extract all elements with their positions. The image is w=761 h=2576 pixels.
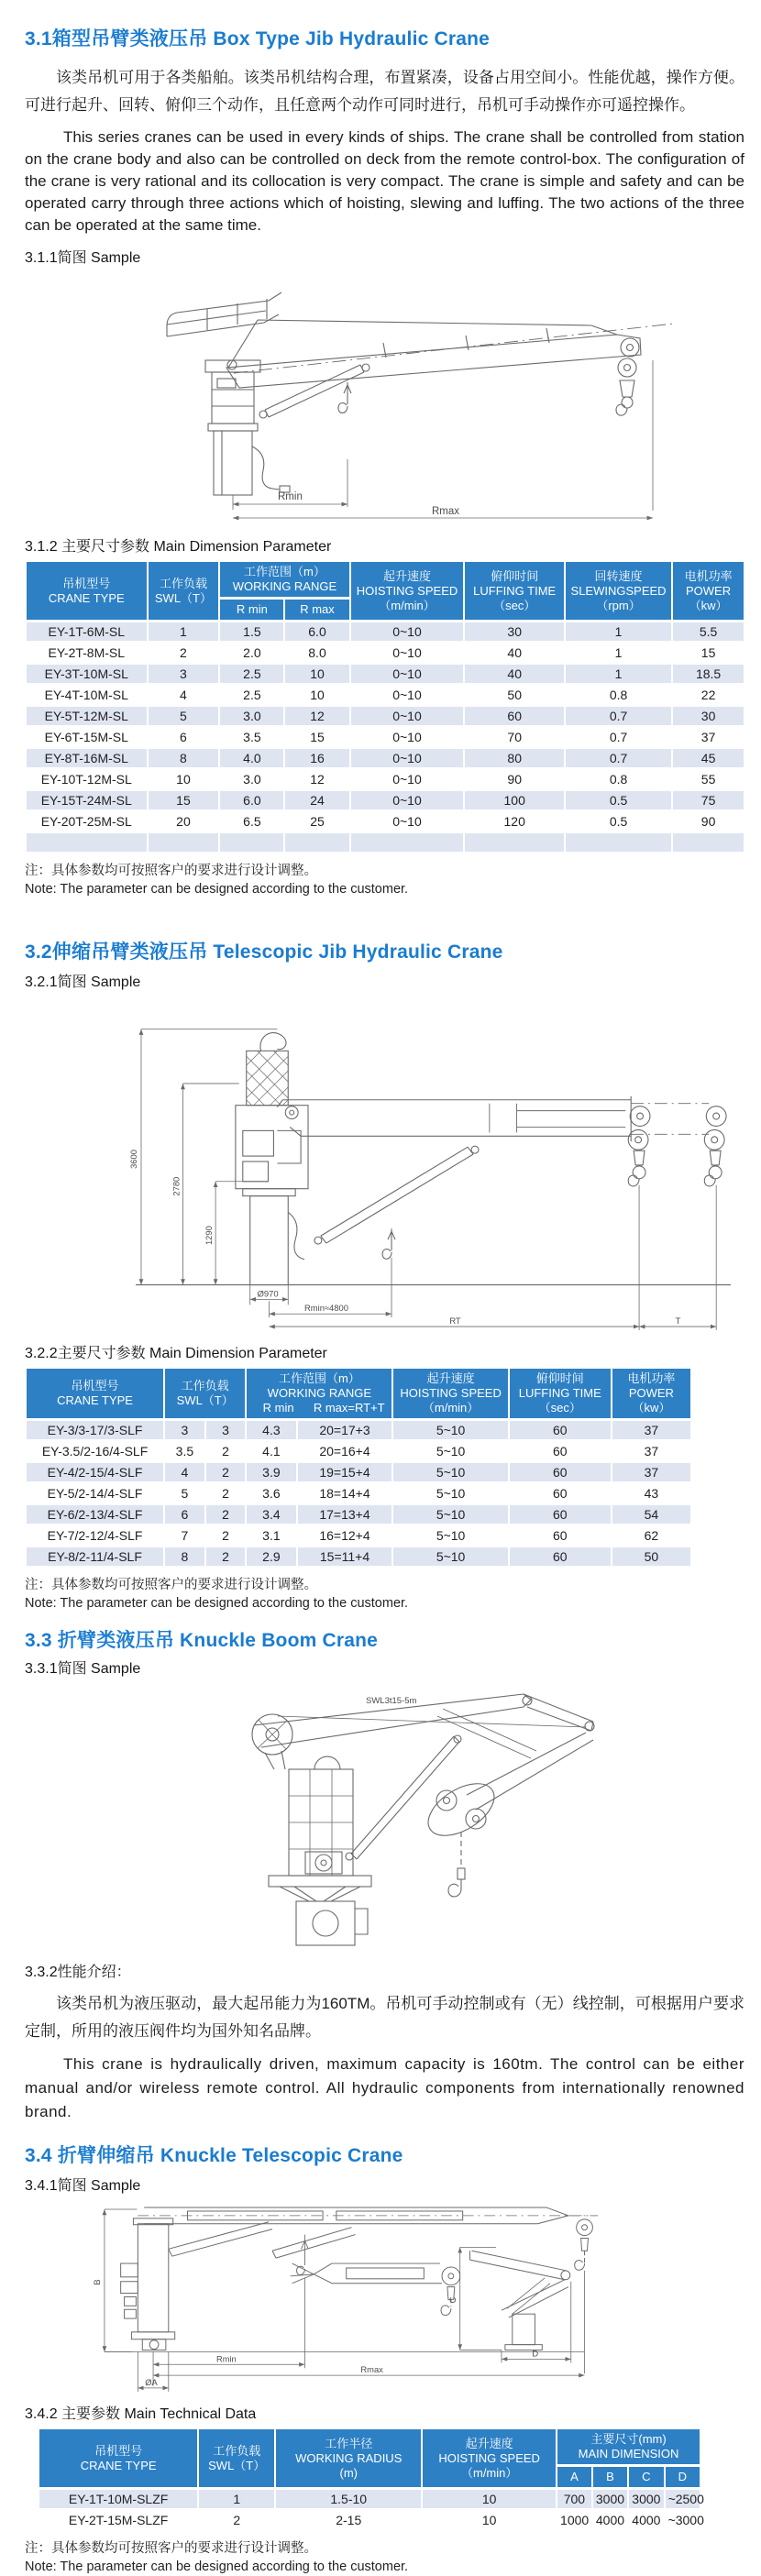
table-cell: 20 — [149, 812, 219, 831]
table-row — [39, 2490, 700, 2508]
luffing-cylinder — [314, 1146, 479, 1244]
table-cell — [673, 833, 744, 852]
sample-label-3-3-1: 3.3.1简图 Sample — [25, 1661, 141, 1677]
table-cell: 3 — [149, 665, 219, 683]
table-cell: 1 — [199, 2490, 274, 2508]
table-cell: 0.5 — [566, 791, 671, 809]
table-row — [39, 2511, 700, 2529]
col-header-working-radius: 工作半径 WORKING RADIUS (m) — [276, 2429, 421, 2487]
paragraph-en-3-3: This crane is hydraulically driven, maximum capacity is 160tm. The control can be either manual and/or wireless remote control. All hydraulic components from internationally renowned brand. — [25, 2055, 744, 2120]
col-header-hoisting-speed: 起升速度 HOISTING SPEED （m/min） — [351, 562, 464, 620]
boom-head-sheaves — [618, 338, 639, 377]
table-row — [27, 728, 744, 746]
dimension-label-rmax: Rmax — [360, 2365, 383, 2375]
extended-hook-icon — [575, 2219, 593, 2271]
table-row — [27, 1421, 690, 1439]
table-cell: 80 — [465, 749, 564, 767]
table-cell: 10 — [423, 2490, 556, 2508]
table-telescopic-parameters — [25, 1366, 692, 1569]
folded-unit — [470, 2251, 570, 2350]
section-box-type-jib-crane — [25, 24, 744, 898]
table-cell: 0~10 — [351, 665, 464, 683]
table-cell: 1.5 — [220, 622, 283, 641]
dimension-label-1290: 1290 — [204, 1226, 215, 1246]
luffing-cylinder — [259, 364, 369, 418]
col-header-dim-a: A — [557, 2467, 591, 2487]
table-cell: 5~10 — [393, 1484, 507, 1503]
table-cell: EY-4/2-15/4-SLF — [27, 1463, 163, 1481]
table-cell: 50 — [465, 686, 564, 704]
hook-icon — [616, 380, 634, 415]
table-cell: ~3000 — [666, 2511, 700, 2529]
dimension-label-rt: RT — [449, 1316, 461, 1327]
table-cell: EY-10T-12M-SL — [27, 770, 147, 788]
table-cell: 37 — [612, 1442, 690, 1460]
tower — [289, 1756, 353, 1876]
table-cell: 5~10 — [393, 1421, 507, 1439]
table-row — [27, 1484, 690, 1503]
col-header-dim-d: D — [666, 2467, 700, 2487]
table-cell: 5~10 — [393, 1442, 507, 1460]
paragraph-cn-3-3: 该类吊机为液压驱动，最大起吊能力为160TM。吊机可手动控制或有（无）线控制，可根据用户要求定制，所用的液压阀件均为国外知名品牌。 — [25, 1995, 744, 2040]
table-cell: 8 — [149, 749, 219, 767]
dimension-lines — [105, 2209, 585, 2392]
note-en: Note: The parameter can be designed according to the customer. — [25, 2559, 409, 2574]
dimension-label-2780: 2780 — [171, 1176, 182, 1196]
table-cell: 2 — [206, 1463, 246, 1481]
table-cell: 2 — [199, 2511, 274, 2529]
table-box-jib-parameters — [25, 559, 745, 854]
table-cell: 0.7 — [566, 749, 671, 767]
table-cell: 30 — [673, 707, 744, 725]
col-header-hoisting-speed: 起升速度 HOISTING SPEED （m/min） — [393, 1369, 507, 1418]
table-cell: 3 — [165, 1421, 204, 1439]
table-cell: 0.5 — [566, 812, 671, 831]
dimension-label-dia970: Ø970 — [257, 1288, 279, 1299]
table-cell: 6.0 — [285, 622, 348, 641]
table-row — [27, 812, 744, 831]
col-header-slewing-speed: 回转速度 SLEWINGSPEED （rpm） — [566, 562, 671, 620]
table-label-3-2-2: 3.2.2主要尺寸参数 Main Dimension Parameter — [25, 1346, 327, 1361]
table-cell: 37 — [673, 728, 744, 746]
mid-boom — [291, 2263, 460, 2316]
table-cell: 15 — [673, 644, 744, 662]
table-cell — [465, 833, 564, 852]
section-knuckle-telescopic-crane — [25, 2141, 744, 2576]
drawing-knuckle-telescopic-crane — [25, 2198, 744, 2393]
table-cell: 2 — [206, 1505, 246, 1524]
col-header-power: 电机功率 POWER （kw） — [673, 562, 744, 620]
table-cell: EY-15T-24M-SL — [27, 791, 147, 809]
box-jib-crane-drawing — [76, 270, 718, 525]
paragraph-cn-3-1: 该类吊机可用于各类船舶。该类吊机结构合理，布置紧凑，设备占用空间小。性能优越，操作方便。可进行起升、回转、俯仰三个动作，且任意两个动作可同时进行，吊机可手动操作亦可遥控操作。 — [25, 69, 744, 114]
table-cell: 0~10 — [351, 728, 464, 746]
col-header-swl: 工作负载 SWL（T） — [199, 2429, 274, 2487]
col-header-luffing-time: 俯仰时间 LUFFING TIME （sec） — [510, 1369, 611, 1418]
table-cell: 4000 — [593, 2511, 627, 2529]
hook-icon — [448, 1832, 465, 1897]
table-cell: EY-7/2-12/4-SLF — [27, 1526, 163, 1545]
knuckle-boom-crane-drawing — [135, 1681, 648, 1947]
table-cell: 4 — [149, 686, 219, 704]
sample-label-3-1-1: 3.1.1简图 Sample — [25, 250, 141, 266]
table-row — [27, 749, 744, 767]
dimension-label-c: C — [447, 2296, 458, 2304]
table-cell — [566, 833, 671, 852]
table-cell: 12 — [285, 770, 348, 788]
table-cell: 2.9 — [247, 1547, 295, 1566]
col-header-swl: 工作负载 SWL（T） — [149, 562, 219, 620]
col-header-rmin: R min — [220, 600, 283, 620]
table-cell: 15 — [285, 728, 348, 746]
col-header-crane-type: 吊机型号 CRANE TYPE — [39, 2429, 197, 2487]
table-cell: 3.0 — [220, 707, 283, 725]
table-cell: 0~10 — [351, 770, 464, 788]
table-cell: 10 — [285, 686, 348, 704]
table-label-3-1-2: 3.1.2 主要尺寸参数 Main Dimension Parameter — [25, 539, 332, 555]
table-cell: 37 — [612, 1421, 690, 1439]
table-cell: 60 — [510, 1442, 611, 1460]
table-cell: 5 — [149, 707, 219, 725]
table-cell: 3.6 — [247, 1484, 295, 1503]
table-cell: EY-8T-16M-SL — [27, 749, 147, 767]
table-cell — [27, 833, 147, 852]
table-cell: 10 — [149, 770, 219, 788]
boom-swl-label: SWL3t15-5m — [366, 1696, 417, 1706]
dimension-label-rmax: Rmax — [432, 506, 460, 517]
table-cell: EY-6/2-13/4-SLF — [27, 1505, 163, 1524]
stowed-hook-icon — [260, 1033, 286, 1051]
table-row — [27, 665, 744, 683]
table-cell: 7 — [165, 1526, 204, 1545]
knuckle-telescopic-crane-drawing — [43, 2198, 729, 2393]
table-cell: 60 — [510, 1547, 611, 1566]
remote-cable — [252, 446, 290, 492]
table-cell: EY-2T-15M-SLZF — [39, 2511, 197, 2529]
table-cell: EY-8/2-11/4-SLF — [27, 1547, 163, 1566]
table-cell: EY-3T-10M-SL — [27, 665, 147, 683]
table-cell: 2.5 — [220, 665, 283, 683]
table-cell: 5~10 — [393, 1547, 507, 1566]
table-cell: 60 — [465, 707, 564, 725]
table-row — [27, 622, 744, 641]
col-header-dim-c: C — [629, 2467, 663, 2487]
table-cell: 2 — [149, 644, 219, 662]
table-cell: 100 — [465, 791, 564, 809]
table-cell: 75 — [673, 791, 744, 809]
table-row — [27, 1463, 690, 1481]
table-cell: 2 — [206, 1547, 246, 1566]
dimension-label-rmin: Rmin — [215, 2354, 237, 2364]
table-cell: 2 — [206, 1442, 246, 1460]
table-cell: 3 — [206, 1421, 246, 1439]
table-cell: 1000 — [557, 2511, 591, 2529]
table-cell: 37 — [612, 1463, 690, 1481]
section-heading-3-4: 3.4 折臂伸缩吊 Knuckle Telescopic Crane — [25, 2145, 403, 2166]
table-cell: 2 — [206, 1526, 246, 1545]
table-cell: 10 — [285, 665, 348, 683]
table-cell: 45 — [673, 749, 744, 767]
table-cell: 43 — [612, 1484, 690, 1503]
col-header-rmax-rt-t: R max=RT+T — [313, 1401, 385, 1415]
table-cell: 22 — [673, 686, 744, 704]
table-row — [27, 1526, 690, 1545]
table-cell: 3.4 — [247, 1505, 295, 1524]
pedestal-base — [269, 1876, 371, 1945]
table-cell: 5~10 — [393, 1505, 507, 1524]
table-cell: 4000 — [629, 2511, 663, 2529]
drawing-box-jib-crane — [25, 270, 744, 525]
table-cell: 54 — [612, 1505, 690, 1524]
sample-label-3-4-1: 3.4.1简图 Sample — [25, 2178, 141, 2194]
table-row — [27, 1505, 690, 1524]
table-cell: 0.7 — [566, 707, 671, 725]
note-cn: 注：具体参数均可按照客户的要求进行设计调整。 — [25, 1578, 317, 1592]
table-cell: 1 — [566, 622, 671, 641]
table-cell: EY-1T-10M-SLZF — [39, 2490, 197, 2508]
table-cell: 60 — [510, 1421, 611, 1439]
table-cell: 6.0 — [220, 791, 283, 809]
table-cell: 5~10 — [393, 1463, 507, 1481]
col-header-main-dimension: 主要尺寸(mm) MAIN DIMENSION — [557, 2429, 700, 2464]
col-header-working-range: 工作范围（m） WORKING RANGE R min R max=RT+T — [247, 1369, 392, 1418]
pedestal — [236, 1106, 308, 1285]
dimension-label-t: T — [675, 1316, 681, 1327]
table-cell: 1.5-10 — [276, 2490, 421, 2508]
table-cell: 3.1 — [247, 1526, 295, 1545]
dimension-label-3600: 3600 — [128, 1150, 139, 1169]
table-cell: 0.7 — [566, 728, 671, 746]
table-cell: 700 — [557, 2490, 591, 2508]
table-cell: 0~10 — [351, 622, 464, 641]
note-cn: 注：具体参数均可按照客户的要求进行设计调整。 — [25, 2541, 317, 2556]
perf-label-3-3-2: 3.3.2性能介绍： — [25, 1965, 131, 1980]
drawing-telescopic-jib-crane — [25, 995, 744, 1332]
table-label-3-4-2: 3.4.2 主要参数 Main Technical Data — [25, 2406, 257, 2422]
table-cell: 6 — [149, 728, 219, 746]
table-cell: 3000 — [593, 2490, 627, 2508]
table-cell: 40 — [465, 644, 564, 662]
dimension-label-dia-a: ØA — [145, 2377, 158, 2387]
note-en: Note: The parameter can be designed according to the customer. — [25, 1596, 409, 1611]
table-cell: 0~10 — [351, 686, 464, 704]
section-telescopic-jib-crane — [25, 937, 744, 1613]
col-header-crane-type: 吊机型号 CRANE TYPE — [27, 562, 147, 620]
table-cell: 0~10 — [351, 791, 464, 809]
column — [121, 2218, 175, 2350]
table-cell: 55 — [673, 770, 744, 788]
col-header-swl: 工作负载 SWL（T） — [165, 1369, 245, 1418]
table-cell: 15 — [149, 791, 219, 809]
hatched-block — [247, 1033, 289, 1106]
table-cell: 16 — [285, 749, 348, 767]
table-cell: 15=11+4 — [298, 1547, 392, 1566]
boom-heel-sheave — [252, 1714, 292, 1769]
table-cell: EY-4T-10M-SL — [27, 686, 147, 704]
table-cell: 0~10 — [351, 749, 464, 767]
table-cell: 2 — [206, 1484, 246, 1503]
table-cell: 20=16+4 — [298, 1442, 392, 1460]
table-cell: 60 — [510, 1505, 611, 1524]
main-boom — [254, 1694, 586, 1747]
min-radius-hook-icon — [382, 1228, 395, 1259]
table-cell: ~2500 — [666, 2490, 700, 2508]
table-row — [27, 686, 744, 704]
table-cell: EY-5/2-14/4-SLF — [27, 1484, 163, 1503]
table-row — [27, 770, 744, 788]
dimension-label-b: B — [93, 2279, 103, 2285]
table-cell: 3000 — [629, 2490, 663, 2508]
table-cell — [351, 833, 464, 852]
hook-extended-icon — [704, 1106, 726, 1186]
col-header-hoisting-speed: 起升速度 HOISTING SPEED （m/min） — [423, 2429, 556, 2487]
col-header-rmax: R max — [285, 600, 348, 620]
table-cell: 12 — [285, 707, 348, 725]
table-knuckle-telescopic-parameters — [38, 2427, 704, 2532]
table-cell: 70 — [465, 728, 564, 746]
table-cell: 6.5 — [220, 812, 283, 831]
table-cell: 60 — [510, 1526, 611, 1545]
table-cell: 17=13+4 — [298, 1505, 392, 1524]
table-cell: 2.0 — [220, 644, 283, 662]
extended-boom — [138, 2207, 598, 2258]
table-cell: 1 — [566, 644, 671, 662]
table-row — [27, 833, 744, 852]
table-cell: 8 — [165, 1547, 204, 1566]
drawing-knuckle-boom-crane — [25, 1681, 744, 1947]
table-cell: EY-5T-12M-SL — [27, 707, 147, 725]
table-cell: 25 — [285, 812, 348, 831]
table-cell: EY-3.5/2-16/4-SLF — [27, 1442, 163, 1460]
col-header-luffing-time: 俯仰时间 LUFFING TIME （sec） — [465, 562, 564, 620]
col-header-working-range: 工作范围（m） WORKING RANGE — [220, 562, 348, 597]
table-row — [27, 791, 744, 809]
table-cell: 90 — [673, 812, 744, 831]
hook-retracted-icon — [628, 1106, 650, 1186]
table-cell — [220, 833, 283, 852]
section-heading-3-1: 3.1箱型吊臂类液压吊 Box Type Jib Hydraulic Crane — [25, 28, 491, 50]
table-cell: 20=17+3 — [298, 1421, 392, 1439]
min-radius-hook-icon — [338, 382, 351, 413]
paragraph-en-3-1: This series cranes can be used in every kinds of ships. The crane shall be controlled from station on the crane body and also can be controlled on deck from the remote control-box. The configuration of the crane is very rational and its collocation is very compact. The crane is simple and safety and can be operated carry through three actions which of hoisting, slewing and luffing. The two actions of the three can be operated at the same time. — [25, 128, 744, 234]
table-cell: 1 — [566, 665, 671, 683]
dimension-label-d: D — [532, 2349, 539, 2359]
pedestal — [205, 360, 260, 495]
table-cell: 62 — [612, 1526, 690, 1545]
telescopic-jib-crane-drawing — [49, 995, 738, 1332]
dimension-label-rmin4800: Rmin≈4800 — [304, 1303, 348, 1314]
table-cell: 5~10 — [393, 1526, 507, 1545]
table-cell: 0~10 — [351, 812, 464, 831]
table-cell: EY-6T-15M-SL — [27, 728, 147, 746]
table-cell: 19=15+4 — [298, 1463, 392, 1481]
telescopic-boom — [277, 1096, 709, 1141]
table-cell: 90 — [465, 770, 564, 788]
table-row — [27, 1442, 690, 1460]
table-row — [27, 707, 744, 725]
table-cell: 3.5 — [220, 728, 283, 746]
table-cell: 6 — [165, 1505, 204, 1524]
table-cell: 60 — [510, 1484, 611, 1503]
table-cell: 5 — [165, 1484, 204, 1503]
table-cell: 3.0 — [220, 770, 283, 788]
col-header-power: 电机功率 POWER （kw） — [612, 1369, 690, 1418]
table-cell: 40 — [465, 665, 564, 683]
table-cell: 24 — [285, 791, 348, 809]
table-cell: 3.5 — [165, 1442, 204, 1460]
table-row — [27, 644, 744, 662]
table-cell: 3.9 — [247, 1463, 295, 1481]
col-header-rmin: R min — [262, 1401, 294, 1415]
table-cell: 18.5 — [673, 665, 744, 683]
table-cell: 4.3 — [247, 1421, 295, 1439]
sample-label-3-2-1: 3.2.1简图 Sample — [25, 974, 141, 990]
table-cell — [285, 833, 348, 852]
table-cell: 8.0 — [285, 644, 348, 662]
knuckle-jib — [437, 1694, 594, 1810]
table-cell: 60 — [510, 1463, 611, 1481]
table-cell: EY-3/3-17/3-SLF — [27, 1421, 163, 1439]
table-cell: 2-15 — [276, 2511, 421, 2529]
table-cell: 16=12+4 — [298, 1526, 392, 1545]
col-header-crane-type: 吊机型号 CRANE TYPE — [27, 1369, 163, 1418]
note-en: Note: The parameter can be designed according to the customer. — [25, 882, 409, 897]
col-header-dim-b: B — [593, 2467, 627, 2487]
table-cell: 50 — [612, 1547, 690, 1566]
table-cell: EY-20T-25M-SL — [27, 812, 147, 831]
table-row — [27, 1547, 690, 1566]
table-cell: 4.0 — [220, 749, 283, 767]
table-cell: 0~10 — [351, 644, 464, 662]
table-cell: 30 — [465, 622, 564, 641]
table-cell: 4.1 — [247, 1442, 295, 1460]
boom-outline — [226, 320, 674, 388]
table-cell: 4 — [165, 1463, 204, 1481]
table-cell: 2.5 — [220, 686, 283, 704]
table-cell: 0~10 — [351, 707, 464, 725]
note-cn: 注：具体参数均可按照客户的要求进行设计调整。 — [25, 864, 317, 878]
table-cell: EY-1T-6M-SL — [27, 622, 147, 641]
table-cell: 120 — [465, 812, 564, 831]
dimension-label-rmin: Rmin — [278, 491, 303, 502]
section-heading-3-2: 3.2伸缩吊臂类液压吊 Telescopic Jib Hydraulic Crane — [25, 941, 503, 963]
section-knuckle-boom-crane — [25, 1625, 744, 2124]
table-cell: 18=14+4 — [298, 1484, 392, 1503]
section-heading-3-3: 3.3 折臂类液压吊 Knuckle Boom Crane — [25, 1630, 379, 1651]
table-cell — [149, 833, 219, 852]
table-cell: 1 — [149, 622, 219, 641]
table-cell: 5.5 — [673, 622, 744, 641]
railing-icon — [167, 292, 281, 336]
table-cell: EY-2T-8M-SL — [27, 644, 147, 662]
table-cell: 10 — [423, 2511, 556, 2529]
table-cell: 0.8 — [566, 686, 671, 704]
table-cell: 0.8 — [566, 770, 671, 788]
